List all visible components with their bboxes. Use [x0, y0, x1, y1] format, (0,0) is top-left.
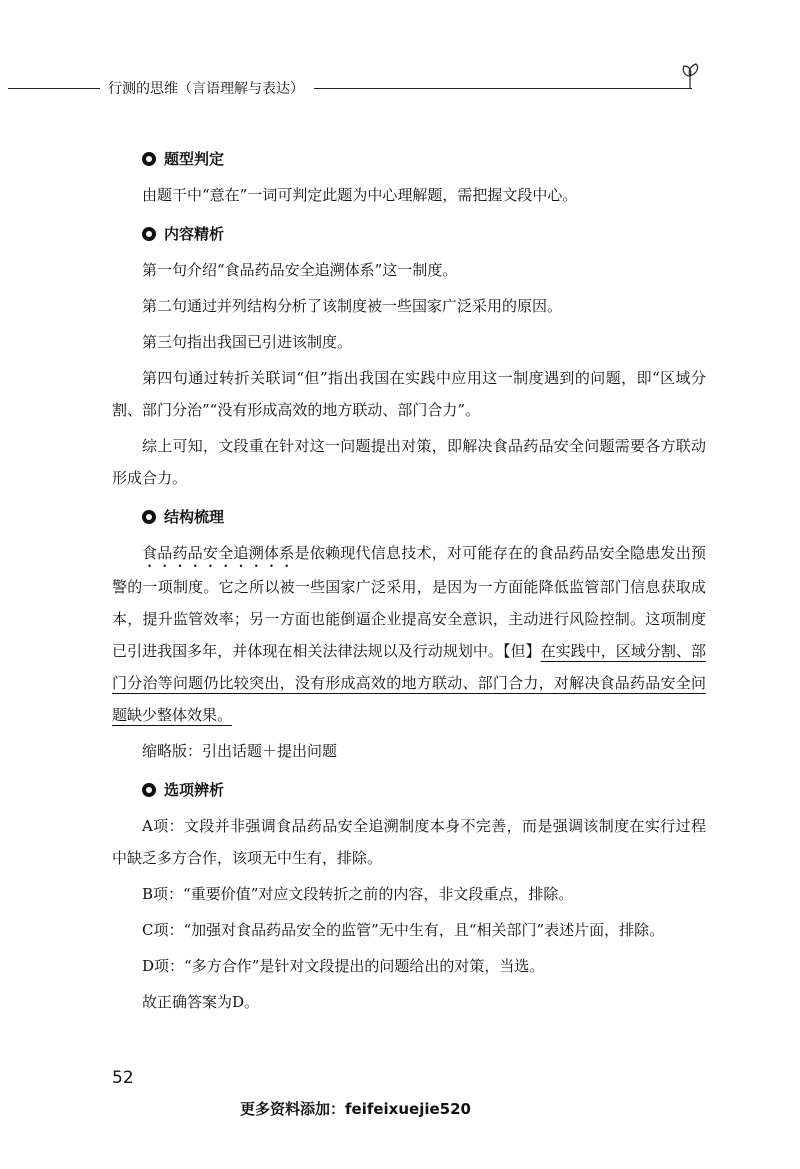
answer-line: 故正确答案为D。	[142, 993, 260, 1011]
header-rule-left	[8, 88, 100, 89]
analysis-p3: 第三句指出我国已引进该制度。	[142, 333, 353, 351]
option-c: C项：“加强对食品药品安全的监管”无中生有，且“相关部门”表述片面，排除。	[142, 921, 665, 939]
analysis-p1: 第一句介绍“食品药品安全追溯体系”这一制度。	[142, 261, 458, 279]
structure-underlined: 在实践中，区域分割、部门分治等问题仍比较突出，没有形成高效的地方联动、部门合力，对解决食品药品安全问题缺少整体效果。	[112, 642, 706, 724]
option-b: B项：“重要价值”对应文段转折之前的内容，非文段重点，排除。	[142, 885, 574, 903]
analysis-p5: 综上可知，文段重在针对这一问题提出对策，即解决食品药品安全问题需要各方联动形成合力。	[112, 437, 706, 487]
structure-summary: 缩略版：引出话题＋提出问题	[142, 742, 338, 760]
option-a: A项：文段并非强调食品药品安全追溯制度本身不完善，而是强调该制度在实行过程中缺乏多方合作，该项无中生有，排除。	[112, 817, 706, 867]
section-bullet-icon	[142, 227, 156, 241]
structure-lead-term: 食品药品安全追溯体系	[142, 544, 295, 562]
structure-passage	[112, 537, 706, 731]
structure-marker: 【但】	[502, 642, 541, 660]
section-heading-options: 选项辨析	[112, 779, 706, 800]
running-header-title: 行测的思维（言语理解与表达）	[108, 81, 304, 97]
type-text: 由题干中“意在”一词可判定此题为中心理解题，需把握文段中心。	[142, 186, 578, 204]
section-bullet-icon	[142, 510, 156, 524]
section-heading-type: 题型判定	[112, 148, 706, 169]
option-d: D项：“多方合作”是针对文段提出的问题给出的对策，当选。	[142, 957, 545, 975]
main-content	[112, 140, 706, 1030]
analysis-p4: 第四句通过转折关联词“但”指出我国在实践中应用这一制度遇到的问题，即“区域分割、部门分治”“没有形成高效的地方联动、部门合力”。	[112, 369, 706, 419]
section-bullet-icon	[142, 152, 156, 166]
analysis-p2: 第二句通过并列结构分析了该制度被一些国家广泛采用的原因。	[142, 297, 563, 315]
header-rule-right	[314, 88, 692, 89]
page-number: 52	[112, 1068, 134, 1088]
structure-body: 是依赖现代信息技术，对可能存在的食品药品安全隐患发出预警的一项制度。它之所以被一些国家广泛采用，是因为一方面能降低监管部门信息获取成本，提升监管效率；另一方面也能倒逼企业提高安全意识，主动进行风险控制。这项制度已引进我国多年，并体现在相关法律法规以及行动规划中。	[112, 544, 706, 660]
sprout-icon	[682, 62, 712, 90]
section-heading-structure: 结构梳理	[112, 506, 706, 527]
section-bullet-icon	[142, 783, 156, 797]
footer-note: 更多资料添加：feifeixuejie520	[240, 1100, 471, 1118]
section-heading-analysis: 内容精析	[112, 223, 706, 244]
